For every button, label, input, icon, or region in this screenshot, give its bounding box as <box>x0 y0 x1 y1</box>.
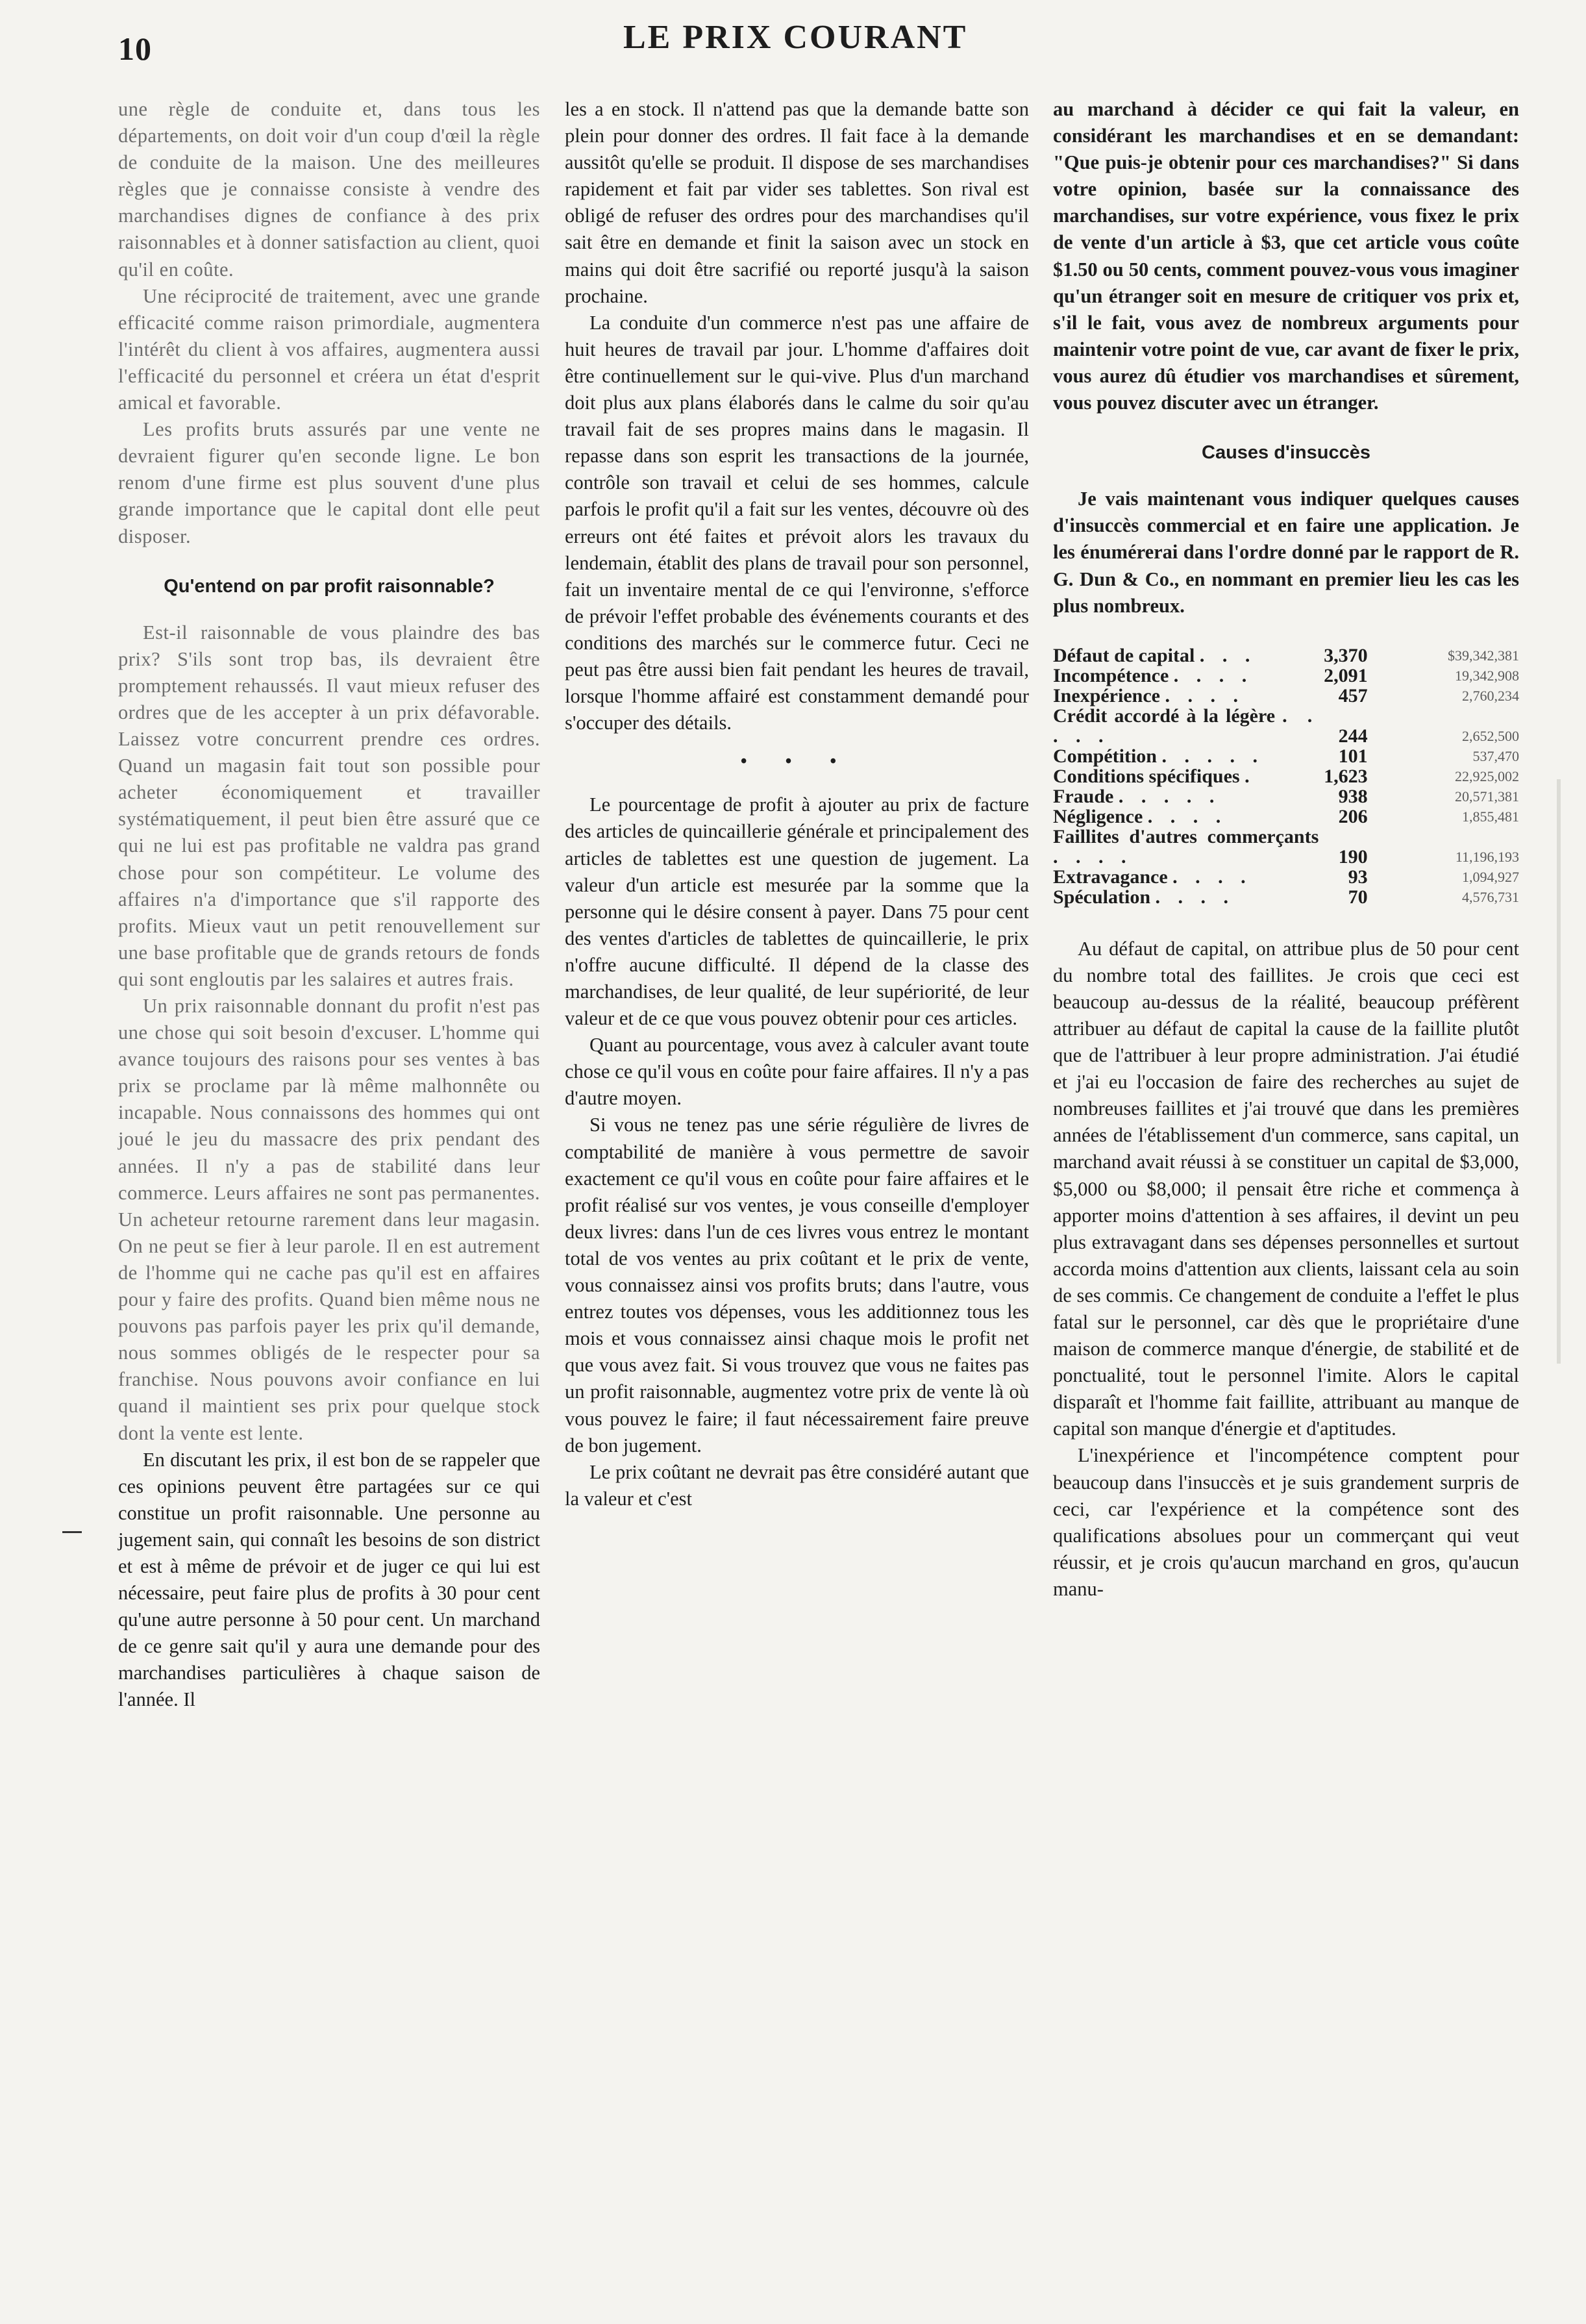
cause-count: 244 <box>1338 725 1368 747</box>
column-1 <box>118 96 540 1714</box>
table-row <box>1053 746 1519 766</box>
cause-name: Incompétence . . . . <box>1053 664 1254 686</box>
page-number: 10 <box>118 31 152 67</box>
cause-amount: 11,196,193 <box>1455 848 1519 865</box>
paragraph: Si vous ne tenez pas une série régulière de livres de comptabilité de manière à vous permettre de savoir exactement ce qu'il vous en coûte pour faire affaires et le profit réalisé sur vos ventes, je vous conseille d'employer deux livres: dans l'un de ces livres vous entrez le montant total de vos ventes au prix coûtant et le prix de vente, vous connaissez ainsi vos profits bruts; dans l'autre, vous entrez toutes vos dépenses, vous les additionnez tous les mois et vous connaissez ainsi chaque mois le profit net que vous avez fait. Si vous trouvez que vous ne faites pas un profit raisonnable, augmentez votre prix de vente là où vous pouvez le faire; il faut nécessairement faire preuve de bon jugement. <box>565 1114 1029 1456</box>
table-row <box>1053 645 1519 666</box>
cause-amount: 1,094,927 <box>1462 868 1519 885</box>
failure-causes-table <box>1053 645 1519 907</box>
cause-name: Crédit accordé à la légère . . . . . <box>1053 705 1319 747</box>
table-row <box>1053 686 1519 706</box>
section-heading: Qu'entend on par profit raisonnable? <box>164 575 495 597</box>
cause-name: Défaut de capital . . . <box>1053 644 1257 666</box>
cause-amount: 2,652,500 <box>1462 727 1519 744</box>
paragraph: Quant au pourcentage, vous avez à calculer avant toute chose ce qu'il vous en coûte pour faire affaires. Il n'y a pas d'autre moyen. <box>565 1034 1029 1110</box>
cause-count: 3,370 <box>1324 644 1368 666</box>
cause-amount: 1,855,481 <box>1462 808 1519 825</box>
cause-name: Inexpérience . . . . <box>1053 684 1245 706</box>
paragraph: Une réciprocité de traitement, avec une grande efficacité comme raison primordiale, augmentera l'intérêt du client à vos affaires, augmentera aussi l'efficacité du personnel et créera un état d'esprit amical et favorable. <box>118 284 540 414</box>
paragraph: Est-il raisonnable de vous plaindre des bas prix? S'ils sont trop bas, ils devraient être promptement rehaussés. Il vaut mieux refuser des ordres que de les accepter à un prix défavorable. Laissez votre concurrent prendre ces ordres. Quand un magasin fait tout son possible pour acheter économiquement et travailler systématiquement, il peut bien être assuré que ce qui ne lui est pas profitable ne valdra pas grand chose pour son compétiteur. Le volume des affaires n'a d'importance que s'il rapporte des profits. Mieux vaut un petit renouvellement sur une base profitable que de grands retours de fonds qui sont engloutis par les salaires et autres frais. <box>118 621 540 990</box>
paragraph: au marchand à décider ce qui fait la valeur, en considérant les marchandises et en se demandant: "Que puis-je obtenir pour ces marchandises?" Si dans votre opinion, basée sur la connaissance des marchandises, sur votre expérience, vous fixez le prix de vente d'un article à $3, que cet article vous coûte $1.50 ou 50 cents, comment pouvez-vous vous imaginer qu'un étranger soit en mesure de critiquer vos prix et, s'il le fait, vous avez de nombreux arguments pour maintenir votre point de vue, car avant de fixer le prix, vous aurez dû étudier vos marchandises et sûrement, vous pouvez discuter avec un étranger. <box>1053 98 1519 414</box>
cause-count: 70 <box>1348 886 1368 908</box>
cause-name: Négligence . . . . <box>1053 805 1228 827</box>
cause-count: 190 <box>1338 845 1368 868</box>
paragraph: Les profits bruts assurés par une vente ne devraient figurer qu'en seconde ligne. Le bon renom d'une firme est plus souvent d'une plus grande importance que le capital dont elle peut disposer. <box>118 418 540 547</box>
paragraph: En discutant les prix, il est bon de se rappeler que ces opinions peuvent être partagées sur ce qui constitue un profit raisonnable. Une personne au jugement sain, qui connaît les besoins de son district et est à même de prévoir et de juger ce qui lui est nécessaire, peut faire plus de profits à 30 pour cent qu'une autre personne à 50 pour cent. Un marchand de ce genre sait qu'il y aura une demande pour des marchandises particulières à chaque saison de l'année. Il <box>118 1448 540 1711</box>
column-2 <box>565 96 1029 1512</box>
paragraph: La conduite d'un commerce n'est pas une affaire de huit heures de travail par jour. L'homme d'affaires doit être continuellement sur le qui-vive. Plus d'un marchand doit plus aux plans élaborés dans le calme du soir qu'au travail fait de ses propres mains dans le magasin. Il repasse dans son esprit les transactions de la journée, contrôle son travail et celui de ses hommes, calcule parfois le profit qu'il a fait sur les ventes, découvre où des erreurs ont été faites et prévoit alors les travaux du lendemain, établit des plans de travail pour son personnel, fait un inventaire mental de ce qui l'environne, s'efforce de prévoir l'effet probable des événements courants et des conditions des marchés sur le commerce futur. Ceci ne peut pas être aussi bien fait pendant les heures de travail, lorsque l'homme affairé est constamment demandé pour s'occuper des détails. <box>565 311 1029 734</box>
cause-name: Extravagance . . . . <box>1053 866 1252 888</box>
page-edge-shadow <box>1557 779 1561 1364</box>
cause-count: 206 <box>1338 805 1368 827</box>
cause-amount: 20,571,381 <box>1455 788 1519 805</box>
table-row <box>1053 766 1519 786</box>
cause-amount: 19,342,908 <box>1455 667 1519 684</box>
table-row <box>1053 887 1519 907</box>
table-row <box>1053 666 1519 686</box>
cause-count: 938 <box>1338 785 1368 807</box>
journal-title: LE PRIX COURANT <box>623 19 968 56</box>
table-row <box>1053 806 1519 827</box>
table-row <box>1053 706 1519 746</box>
table-row <box>1053 867 1519 887</box>
paragraph: Je vais maintenant vous indiquer quelques causes d'insuccès commercial et en faire une application. Je les énumérerai dans l'ordre donné par le rapport de R. G. Dun & Co., en nommant en premier lieu les cas les plus nombreux. <box>1053 488 1519 617</box>
cause-amount: 537,470 <box>1472 747 1519 764</box>
paragraph: Au défaut de capital, on attribue plus de 50 pour cent du nombre total des faillites. Je crois que ceci est beaucoup au-dessus de la réalité, beaucoup préfèrent attribuer au défaut de capital la cause de la faillite plutôt que de l'attribuer à leur propre administration. J'ai étudié et j'ai eu l'occasion de faire des recherches au sujet de nombreuses faillites et j'ai trouvé que dans les premières années de l'établissement d'un commerce, sans capital, un marchand avait réussi à se constituer un capital de $3,000, $5,000 ou $8,000; il pensait être riche et commença à apporter moins d'attention à ses affaires, il devint un peu plus extravagant dans ses dépenses personnelles et surtout accorda moins d'attention aux clients, laissant cela au soin de ses commis. Ce changement de conduite a l'effet le plus fatal sur le personnel, car dès que le propriétaire d'une maison de commerce manque d'énergie, de stabilité et de ponctualité, tout le personnel l'imite. Alors le capital disparaît et l'homme fait faillite, attribuant au manque de capital son manque d'énergie et d'aptitudes. <box>1053 937 1519 1440</box>
table-row <box>1053 786 1519 806</box>
table-row <box>1053 827 1519 867</box>
cause-count: 457 <box>1338 684 1368 706</box>
cause-name: Compétition . . . . . <box>1053 745 1264 767</box>
paragraph: L'inexpérience et l'incompétence comptent pour beaucoup dans l'insuccès et je suis grandement surpris de ceci, car l'expérience et la compétence sont des qualifications absolues pour un commerçant qui veut réussir, et je crois qu'aucun marchand en gros, qu'aucun manu- <box>1053 1444 1519 1600</box>
paragraph: une règle de conduite et, dans tous les départements, on doit voir d'un coup d'œil la règle de conduite de la maison. Une des meilleures règles que je connaisse consiste à vendre des marchandises dignes de confiance à des prix raisonnables et à donner satisfaction au client, quoi qu'il en coûte. <box>118 98 540 281</box>
cause-amount: 22,925,002 <box>1455 768 1519 784</box>
section-heading: Causes d'insuccès <box>1202 442 1370 464</box>
paragraph: Un prix raisonnable donnant du profit n'est pas une chose qui soit besoin d'excuser. L'homme qui avance toujours des raisons pour ses ventes à bas prix se proclame par là même malhonnête ou incapable. Nous connaissons des hommes qui ont joué le jeu du massacre des prix pendant des années. Il n'y a pas de stabilité dans leur commerce. Leurs affaires ne sont pas permanentes. Un acheteur retourne rarement dans leur magasin. On ne peut se fier à leur parole. Il en est autrement de l'homme qui ne cache pas qu'il est en affaires pour y faire des profits. Quand bien même nous ne pouvons pas parfois payer les prix qu'il demande, nous sommes obligés de le respecter pour sa franchise. Nous pouvons avoir confiance en lui quand il maintient ses prix pour quelque stock dont la vente est lente. <box>118 995 540 1444</box>
cause-name: Spéculation . . . . <box>1053 886 1235 908</box>
paragraph: les a en stock. Il n'attend pas que la demande batte son plein pour donner des ordres. Il fait face à la demande aussitôt qu'elle se produit. Il dispose de ses marchandises rapidement et fait par vider ses tablettes. Son rival est obligé de refuser des ordres pour des marchandises qu'il sait être en demande et finit la saison avec un stock en mains qui doit être sacrifié ou reporté jusqu'à la saison prochaine. <box>565 98 1029 307</box>
cause-count: 1,623 <box>1324 765 1368 787</box>
cause-count: 93 <box>1348 866 1368 888</box>
margin-mark <box>62 1531 82 1533</box>
paragraph: Le prix coûtant ne devrait pas être considéré autant que la valeur et c'est <box>565 1460 1029 1510</box>
cause-amount: 4,576,731 <box>1462 888 1519 905</box>
cause-name: Faillites d'autres commerçants . . . . <box>1053 825 1319 868</box>
cause-amount: 2,760,234 <box>1462 687 1519 704</box>
column-3 <box>1053 96 1519 1603</box>
cause-name: Conditions spécifiques . <box>1053 765 1256 787</box>
section-separator: • • • <box>740 751 854 772</box>
cause-count: 101 <box>1338 745 1368 767</box>
paragraph: Le pourcentage de profit à ajouter au prix de facture des articles de quincaillerie générale et principalement des articles de tablettes est une question de jugement. La valeur d'un article est mesurée par la somme que la personne qui le désire consent à payer. Dans 75 pour cent des ventes d'articles de tablettes de quincaillerie, le prix n'offre aucune difficulté. Il dépend de la classe des marchandises, de leur qualité, de leur supériorité, de leur valeur et de ce que vous pouvez obtenir pour ces articles. <box>565 793 1029 1030</box>
cause-amount: $39,342,381 <box>1448 647 1519 664</box>
cause-name: Fraude . . . . . <box>1053 785 1221 807</box>
cause-count: 2,091 <box>1324 664 1368 686</box>
